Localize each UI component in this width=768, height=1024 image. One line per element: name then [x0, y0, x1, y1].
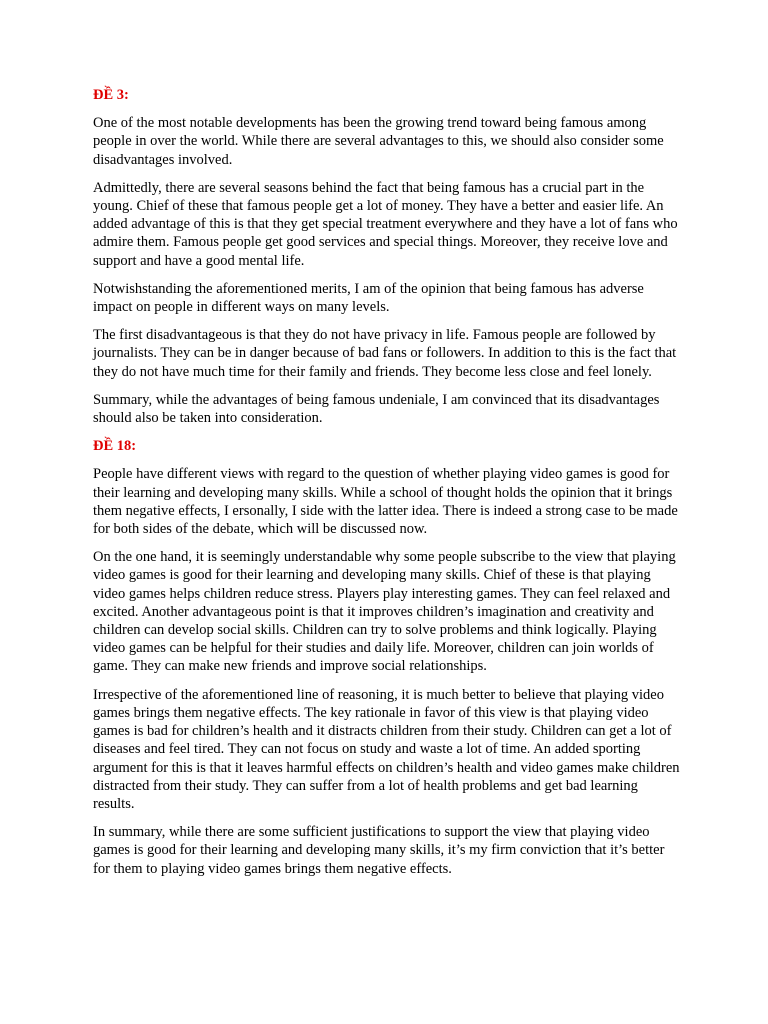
paragraph: On the one hand, it is seemingly understandable why some people subscribe to the view that playing video games is good for their learning and developing many skills. Chief of these is that playing video games helps children reduce stress. Players play interesting games. They can feel relaxed and excited. Another advantageous point is that it improves children’s imagination and creativity and children can develop social skills. Children can try to solve problems and think logically. Playing video games can be helpful for their studies and daily life. Moreover, children can join worlds of game. They can make new friends and improve social relationships. [93, 549, 676, 675]
paragraph: The first disadvantageous is that they do not have privacy in life. Famous people are followed by journalists. They can be in danger because of bad fans or followers. In addition to this is the fact that they do not have much time for their family and friends. They become less close and feel lonely. [93, 327, 677, 380]
essay-section-de-3 [93, 86, 683, 427]
document-page [93, 86, 683, 888]
paragraph: One of the most notable developments has been the growing trend toward being famous among people in over the world. While there are several advantages to this, we should also consider some disadvantages involved. [93, 115, 664, 168]
paragraph: Summary, while the advantages of being famous undeniale, I am convinced that its disadvantages should also be taken into consideration. [93, 391, 660, 427]
paragraph: Irrespective of the aforementioned line of reasoning, it is much better to believe that playing video games brings them negative effects. The key rationale in favor of this view is that playing video games is bad for children’s health and it distracts children from their study. Children can get a lot of diseases and feel tired. They can not focus on study and waste a lot of time. An added sporting argument for this is that it leaves harmful effects on children’s health and video games make children distracted from their study. They can suffer from a lot of health problems and get bad learning results. [93, 686, 680, 812]
essay-section-de-18 [93, 437, 683, 877]
paragraph: People have different views with regard to the question of whether playing video games is good for their learning and developing many skills. While a school of thought holds the opinion that it brings them negative effects, I ersonally, I side with the latter idea. There is indeed a strong case to be made for both sides of the debate, which will be discussed now. [93, 466, 678, 538]
paragraph: In summary, while there are some sufficient justifications to support the view that playing video games is good for their learning and developing many skills, it’s my firm conviction that it’s better for them to playing video games brings them negative effects. [93, 824, 665, 877]
paragraph: Notwishstanding the aforementioned merits, I am of the opinion that being famous has adverse impact on people in different ways on many levels. [93, 280, 644, 316]
paragraph: Admittedly, there are several seasons behind the fact that being famous has a crucial part in the young. Chief of these that famous people get a lot of money. They have a better and easier life. An added advantage of this is that they get special treatment everywhere and they have a lot of fans who admire them. Famous people get good services and special things. Moreover, they receive love and support and have a good mental life. [93, 179, 678, 269]
section-heading: ĐỀ 3: [93, 87, 129, 103]
section-heading: ĐỀ 18: [93, 438, 137, 455]
